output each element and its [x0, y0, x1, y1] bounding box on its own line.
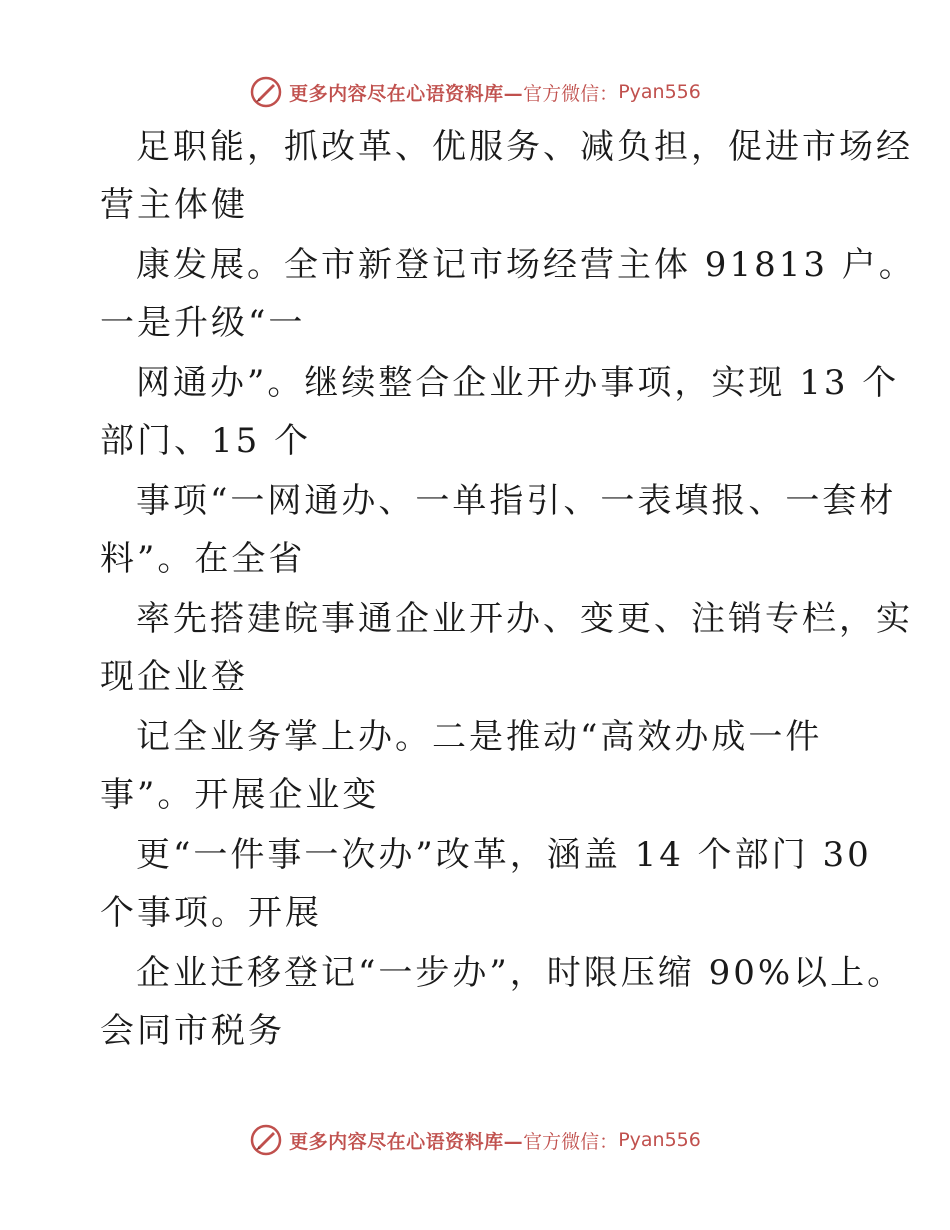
quill-seal-logo-icon — [249, 1123, 283, 1157]
text-line: 一是升级“一 — [100, 303, 306, 343]
footer-wechat-label: 官方微信： — [523, 1130, 619, 1153]
text-line: 料”。在全省 — [100, 539, 306, 579]
text-line: 部门、15 个 — [100, 421, 312, 461]
text-line: 事项“一网通办、一单指引、一表填报、一套材 — [136, 481, 897, 521]
header-wechat-label: 官方微信： — [523, 82, 619, 105]
quill-seal-logo-icon — [249, 75, 283, 109]
text-line: 足职能，抓改革、优服务、减负担，促进市场经 — [136, 127, 913, 167]
text-line: 更“一件事一次办”改革，涵盖 14 个部门 30 — [136, 835, 872, 875]
footer-site-text: 更多内容尽在心语资料库— — [289, 1130, 524, 1153]
header-banner — [0, 72, 950, 112]
text-line: 会同市税务 — [100, 1011, 285, 1051]
text-line: 营主体健 — [100, 185, 248, 225]
text-line: 个事项。开展 — [100, 893, 322, 933]
text-line: 康发展。全市新登记市场经营主体 91813 户。 — [136, 245, 916, 285]
text-line: 现企业登 — [100, 657, 248, 697]
text-line: 记全业务掌上办。二是推动“高效办成一件 — [136, 717, 823, 757]
text-line: 事”。开展企业变 — [100, 775, 380, 815]
header-wechat-id: Pyan556 — [618, 81, 701, 103]
text-line: 网通办”。继续整合企业开办事项，实现 13 个 — [136, 363, 900, 403]
footer-wechat-id: Pyan556 — [618, 1129, 701, 1151]
text-line: 率先搭建皖事通企业开办、变更、注销专栏，实 — [136, 599, 913, 639]
footer-banner — [0, 1120, 950, 1160]
header-site-text: 更多内容尽在心语资料库— — [289, 82, 524, 105]
text-line: 企业迁移登记“一步办”，时限压缩 90%以上。 — [136, 953, 905, 993]
